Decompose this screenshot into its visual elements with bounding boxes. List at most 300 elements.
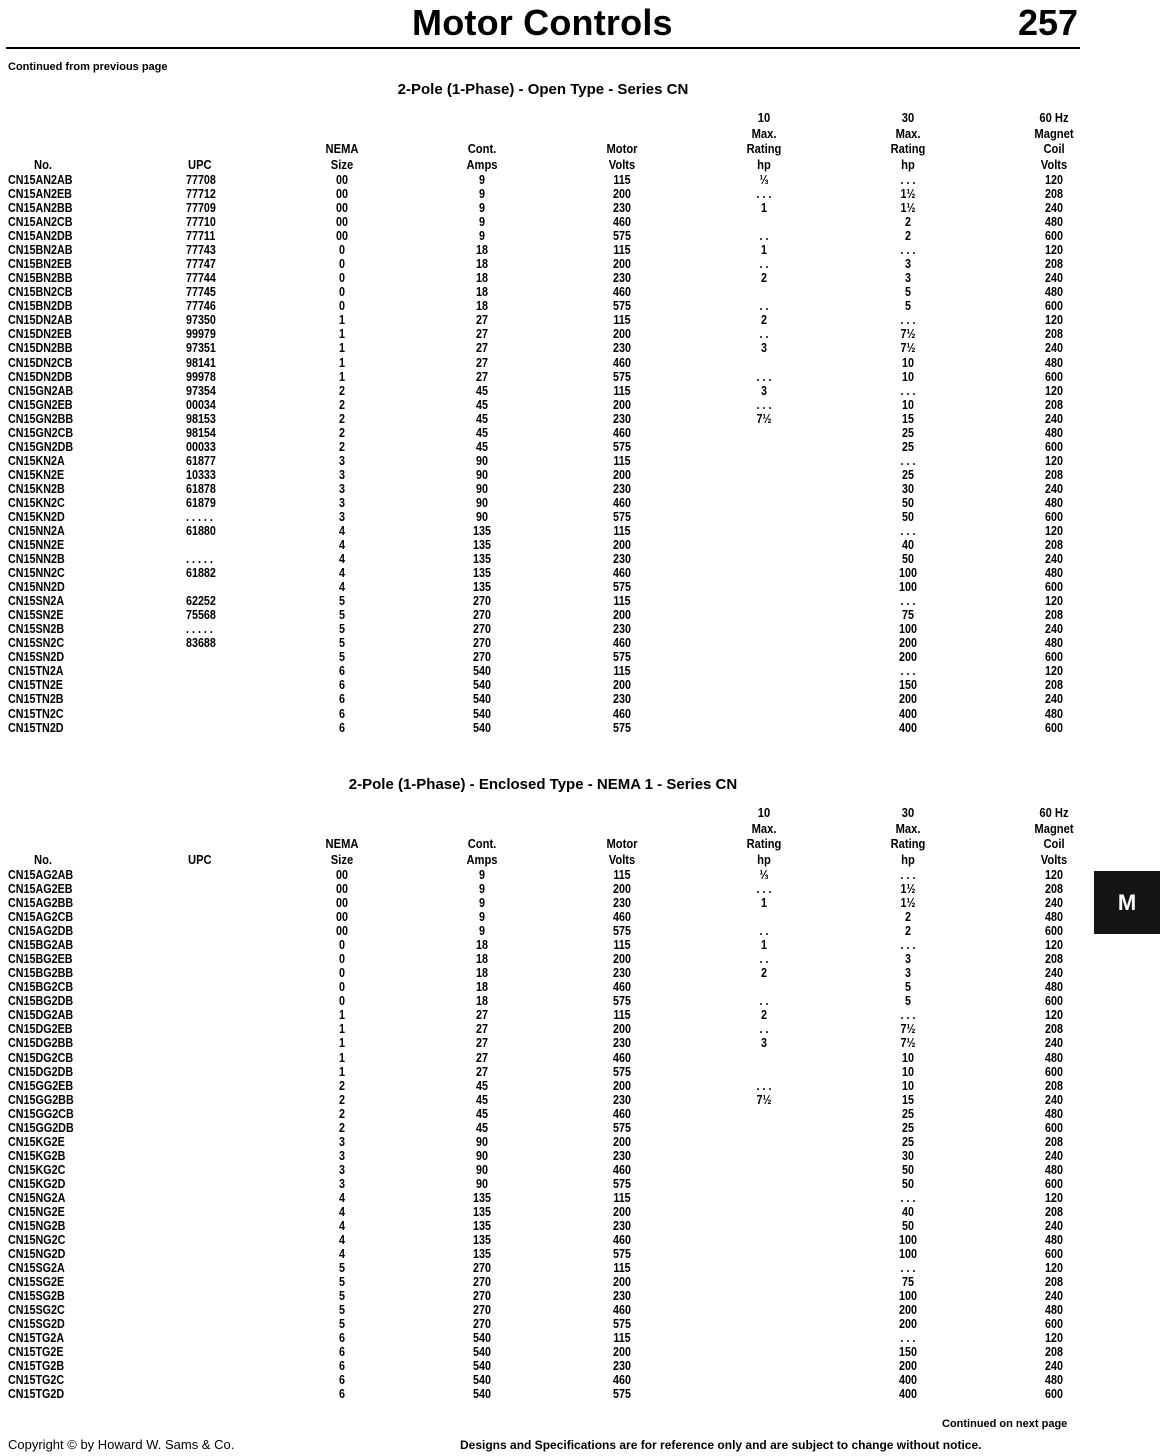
cell-cont-amps: 9	[479, 187, 485, 202]
cell-no: CN15AG2CB	[8, 910, 74, 925]
cell-nema-size: 1	[339, 1050, 345, 1065]
cell-no: CN15AN2AB	[8, 173, 73, 187]
cell-nema-size: 4	[339, 1219, 345, 1233]
cell-motor-volts: 115	[613, 1261, 631, 1276]
cell-rating-1ph-hp: 1	[761, 243, 767, 258]
cell-rating-1ph-hp: 2	[761, 271, 767, 286]
cell-coil-volts: 208	[1045, 678, 1063, 693]
cell-motor-volts: 230	[613, 1359, 631, 1374]
cell-rating-3ph-hp: 7½	[900, 1036, 916, 1051]
cell-no: CN15KG2B	[8, 1148, 66, 1163]
cell-upc: 77745	[186, 285, 216, 300]
cell-cont-amps: 90	[476, 495, 488, 510]
cell-cont-amps: 90	[476, 509, 488, 524]
cell-nema-size: 3	[339, 1134, 345, 1149]
column-header-rating-3ph-hp: Rating	[890, 141, 926, 156]
cell-motor-volts: 115	[613, 173, 631, 187]
cell-nema-size: 00	[336, 882, 348, 897]
cell-rating-1ph-hp: . .	[759, 327, 769, 342]
cell-nema-size: 5	[339, 1275, 345, 1290]
cell-cont-amps: 9	[479, 229, 485, 244]
cell-rating-1ph-hp: . . .	[756, 369, 772, 384]
cell-upc: 97350	[186, 313, 216, 328]
cell-upc: 98154	[186, 425, 216, 440]
cell-motor-volts: 115	[613, 1331, 631, 1346]
cell-rating-3ph-hp: 100	[899, 566, 917, 581]
cell-motor-volts: 230	[613, 1219, 631, 1233]
cell-nema-size: 4	[339, 566, 345, 581]
cell-cont-amps: 27	[476, 341, 488, 356]
cell-cont-amps: 270	[473, 608, 491, 623]
cell-motor-volts: 115	[613, 243, 631, 258]
cell-rating-3ph-hp: 100	[899, 1247, 917, 1262]
cell-no: CN15DN2CB	[8, 355, 73, 370]
cell-cont-amps: 45	[476, 1120, 488, 1135]
cell-nema-size: 3	[339, 481, 345, 496]
column-header-coil-volts: Volts	[1040, 156, 1068, 172]
cell-no: CN15AN2DB	[8, 229, 73, 244]
cell-rating-3ph-hp: 25	[902, 439, 914, 454]
column-header-rating-3ph-hp: 30	[901, 805, 915, 820]
cell-no: CN15DG2AB	[8, 1008, 74, 1023]
cell-rating-3ph-hp: 10	[902, 397, 914, 412]
cell-cont-amps: 45	[476, 425, 488, 440]
cell-cont-amps: 27	[476, 1022, 488, 1037]
cell-rating-3ph-hp: 10	[902, 355, 914, 370]
cell-coil-volts: 600	[1045, 369, 1063, 384]
cell-nema-size: 4	[339, 1204, 345, 1219]
column-header-coil-volts: Magnet	[1034, 820, 1074, 836]
cell-upc: 97354	[186, 383, 216, 398]
cell-upc: 61880	[186, 524, 216, 538]
column-header-rating-3ph-hp: Rating	[890, 836, 926, 851]
cell-coil-volts: 480	[1045, 566, 1063, 581]
cell-rating-1ph-hp: . .	[759, 924, 769, 939]
cell-coil-volts: 208	[1045, 327, 1063, 342]
cell-no: CN15DG2BB	[8, 1036, 74, 1051]
cell-nema-size: 3	[339, 1176, 345, 1191]
cell-upc: . . . . .	[186, 622, 213, 637]
cell-no: CN15GG2CB	[8, 1106, 74, 1121]
cell-no: CN15KG2D	[8, 1176, 66, 1191]
cell-no: CN15TG2D	[8, 1387, 65, 1402]
cell-upc: 61882	[186, 566, 216, 581]
cell-no: CN15NN2D	[8, 580, 65, 595]
cell-coil-volts: 480	[1045, 980, 1063, 995]
cell-no: CN15TG2A	[8, 1331, 65, 1346]
cell-no: CN15TN2A	[8, 664, 64, 679]
cell-coil-volts: 240	[1045, 341, 1063, 356]
cell-motor-volts: 460	[613, 1303, 631, 1318]
column-header-rating-3ph-hp: hp	[901, 851, 915, 867]
cell-cont-amps: 540	[473, 720, 491, 735]
cell-nema-size: 0	[339, 243, 345, 258]
side-tab-m: M	[1094, 871, 1160, 934]
cell-coil-volts: 600	[1045, 1317, 1063, 1332]
cell-coil-volts: 600	[1045, 580, 1063, 595]
cell-coil-volts: 240	[1045, 552, 1063, 567]
cell-no: CN15AN2CB	[8, 215, 73, 230]
cell-cont-amps: 9	[479, 910, 485, 925]
cell-no: CN15BN2CB	[8, 285, 73, 300]
cell-motor-volts: 230	[613, 271, 631, 286]
cell-cont-amps: 270	[473, 1261, 491, 1276]
cell-motor-volts: 115	[613, 313, 631, 328]
cell-rating-3ph-hp: 3	[905, 966, 911, 981]
cell-no: CN15AG2AB	[8, 868, 74, 882]
cell-rating-3ph-hp: 2	[905, 215, 911, 230]
cell-upc: . . . . .	[186, 509, 213, 524]
cell-coil-volts: 120	[1045, 1190, 1063, 1205]
cell-rating-3ph-hp: 400	[899, 706, 917, 721]
cell-motor-volts: 575	[613, 509, 631, 524]
cell-coil-volts: 600	[1045, 229, 1063, 244]
cell-motor-volts: 460	[613, 910, 631, 925]
cell-rating-3ph-hp: 5	[905, 994, 911, 1009]
cell-cont-amps: 540	[473, 1359, 491, 1374]
cell-rating-3ph-hp: 75	[902, 1275, 914, 1290]
cell-nema-size: 3	[339, 495, 345, 510]
cell-rating-1ph-hp: . . .	[756, 397, 772, 412]
cell-rating-1ph-hp: . .	[759, 952, 769, 967]
cell-coil-volts: 480	[1045, 495, 1063, 510]
cell-coil-volts: 480	[1045, 1050, 1063, 1065]
cell-motor-volts: 460	[613, 636, 631, 651]
cell-cont-amps: 9	[479, 896, 485, 911]
cell-coil-volts: 120	[1045, 1008, 1063, 1023]
cell-nema-size: 2	[339, 1078, 345, 1093]
cell-cont-amps: 18	[476, 257, 488, 272]
cell-cont-amps: 18	[476, 271, 488, 286]
cell-rating-3ph-hp: 100	[899, 1233, 917, 1248]
cell-rating-1ph-hp: 2	[761, 313, 767, 328]
cell-rating-1ph-hp: 1	[761, 938, 767, 953]
column-header-motor-volts: Motor	[606, 836, 638, 851]
cell-coil-volts: 240	[1045, 1092, 1063, 1107]
cell-no: CN15KN2D	[8, 509, 65, 524]
cell-coil-volts: 600	[1045, 1387, 1063, 1402]
column-header-rating-1ph-hp: 10	[757, 805, 771, 820]
cell-motor-volts: 460	[613, 1106, 631, 1121]
cell-cont-amps: 135	[473, 1233, 491, 1248]
cell-upc: 97351	[186, 341, 216, 356]
cell-motor-volts: 200	[613, 1022, 631, 1037]
cell-cont-amps: 540	[473, 692, 491, 707]
cell-rating-3ph-hp: . . .	[900, 1190, 916, 1205]
cell-nema-size: 1	[339, 1036, 345, 1051]
cell-cont-amps: 540	[473, 1331, 491, 1346]
cell-no: CN15NG2E	[8, 1204, 65, 1219]
cell-coil-volts: 480	[1045, 1162, 1063, 1177]
cell-rating-1ph-hp: . . .	[756, 1078, 772, 1093]
cell-motor-volts: 230	[613, 966, 631, 981]
cell-nema-size: 00	[336, 896, 348, 911]
cell-motor-volts: 200	[613, 1204, 631, 1219]
cell-upc: 98141	[186, 355, 216, 370]
cell-cont-amps: 540	[473, 678, 491, 693]
cell-rating-3ph-hp: 200	[899, 1317, 917, 1332]
cell-cont-amps: 45	[476, 439, 488, 454]
column-header-nema-size: Size	[330, 851, 354, 867]
cell-motor-volts: 115	[613, 1008, 631, 1023]
cell-rating-1ph-hp: ⅓	[759, 868, 769, 882]
cell-coil-volts: 480	[1045, 706, 1063, 721]
cell-nema-size: 2	[339, 1092, 345, 1107]
cell-rating-3ph-hp: 200	[899, 1303, 917, 1318]
cell-rating-3ph-hp: 100	[899, 1289, 917, 1304]
cell-nema-size: 6	[339, 678, 345, 693]
cell-coil-volts: 208	[1045, 1022, 1063, 1037]
cell-coil-volts: 120	[1045, 664, 1063, 679]
column-header-no: No.	[34, 851, 53, 867]
cell-rating-1ph-hp: 3	[761, 1036, 767, 1051]
cell-cont-amps: 45	[476, 1078, 488, 1093]
column-header-upc: UPC	[188, 156, 212, 172]
cell-upc: 99979	[186, 327, 216, 342]
cell-coil-volts: 120	[1045, 313, 1063, 328]
cell-no: CN15GG2DB	[8, 1120, 74, 1135]
cell-nema-size: 5	[339, 594, 345, 609]
cell-nema-size: 4	[339, 580, 345, 595]
cell-coil-volts: 600	[1045, 720, 1063, 735]
cell-no: CN15DG2CB	[8, 1050, 74, 1065]
cell-no: CN15NG2B	[8, 1219, 66, 1233]
cell-upc: 10333	[186, 467, 216, 482]
cell-rating-3ph-hp: 10	[902, 1050, 914, 1065]
cell-nema-size: 2	[339, 411, 345, 426]
cell-no: CN15SN2B	[8, 622, 65, 637]
cell-motor-volts: 575	[613, 924, 631, 939]
cell-coil-volts: 480	[1045, 910, 1063, 925]
cell-upc: 61879	[186, 495, 216, 510]
cell-cont-amps: 540	[473, 706, 491, 721]
cell-nema-size: 2	[339, 397, 345, 412]
column-header-no: No.	[34, 156, 53, 172]
cell-motor-volts: 230	[613, 411, 631, 426]
cell-motor-volts: 575	[613, 1120, 631, 1135]
cell-cont-amps: 18	[476, 966, 488, 981]
cell-nema-size: 6	[339, 720, 345, 735]
cell-no: CN15SN2A	[8, 594, 65, 609]
cell-nema-size: 00	[336, 187, 348, 202]
cell-cont-amps: 90	[476, 481, 488, 496]
cell-cont-amps: 270	[473, 1289, 491, 1304]
cell-no: CN15NN2B	[8, 552, 65, 567]
cell-motor-volts: 575	[613, 369, 631, 384]
cell-no: CN15NG2D	[8, 1247, 66, 1262]
cell-motor-volts: 200	[613, 187, 631, 202]
cell-rating-3ph-hp: 50	[902, 495, 914, 510]
cell-motor-volts: 115	[613, 664, 631, 679]
cell-nema-size: 0	[339, 952, 345, 967]
continued-from-note: Continued from previous page	[8, 61, 168, 73]
cell-motor-volts: 200	[613, 678, 631, 693]
cell-motor-volts: 230	[613, 552, 631, 567]
cell-no: CN15SG2E	[8, 1275, 65, 1290]
cell-rating-1ph-hp: . .	[759, 994, 769, 1009]
cell-no: CN15GG2EB	[8, 1078, 74, 1093]
continued-next-note: Continued on next page	[942, 1418, 1068, 1430]
cell-motor-volts: 230	[613, 201, 631, 216]
cell-rating-3ph-hp: . . .	[900, 868, 916, 882]
cell-rating-3ph-hp: 30	[902, 481, 914, 496]
cell-motor-volts: 460	[613, 495, 631, 510]
cell-motor-volts: 460	[613, 425, 631, 440]
cell-motor-volts: 575	[613, 229, 631, 244]
cell-motor-volts: 115	[613, 1190, 631, 1205]
cell-nema-size: 2	[339, 1120, 345, 1135]
cell-nema-size: 4	[339, 552, 345, 567]
cell-coil-volts: 240	[1045, 1289, 1063, 1304]
footer-copyright: Copyright © by Howard W. Sams & Co.	[8, 1437, 235, 1452]
cell-coil-volts: 600	[1045, 994, 1063, 1009]
cell-rating-3ph-hp: . . .	[900, 1261, 916, 1276]
column-header-cont-amps: Cont.	[467, 141, 497, 156]
cell-motor-volts: 575	[613, 299, 631, 314]
cell-no: CN15TN2B	[8, 692, 64, 707]
cell-rating-3ph-hp: 400	[899, 720, 917, 735]
cell-rating-3ph-hp: . . .	[900, 524, 916, 538]
cell-no: CN15BN2AB	[8, 243, 73, 258]
cell-rating-3ph-hp: 50	[902, 509, 914, 524]
cell-rating-1ph-hp: 7½	[756, 411, 772, 426]
cell-no: CN15TG2B	[8, 1359, 65, 1374]
cell-cont-amps: 270	[473, 650, 491, 665]
cell-upc: 83688	[186, 636, 216, 651]
column-header-rating-1ph-hp: hp	[757, 851, 771, 867]
cell-coil-volts: 480	[1045, 1106, 1063, 1121]
cell-rating-3ph-hp: 15	[902, 411, 914, 426]
cell-nema-size: 0	[339, 285, 345, 300]
cell-rating-3ph-hp: 200	[899, 636, 917, 651]
cell-rating-3ph-hp: 200	[899, 1359, 917, 1374]
cell-coil-volts: 600	[1045, 924, 1063, 939]
cell-no: CN15KG2E	[8, 1134, 65, 1149]
cell-coil-volts: 120	[1045, 1331, 1063, 1346]
cell-nema-size: 1	[339, 1008, 345, 1023]
section-title: 2-Pole (1-Phase) - Enclosed Type - NEMA 1 - Series CN	[348, 776, 738, 793]
cell-nema-size: 3	[339, 1162, 345, 1177]
cell-cont-amps: 27	[476, 1008, 488, 1023]
cell-cont-amps: 135	[473, 1204, 491, 1219]
cell-coil-volts: 240	[1045, 896, 1063, 911]
cell-rating-1ph-hp: ⅓	[759, 173, 769, 187]
cell-nema-size: 0	[339, 271, 345, 286]
cell-motor-volts: 460	[613, 566, 631, 581]
cell-nema-size: 00	[336, 924, 348, 939]
cell-upc: 98153	[186, 411, 216, 426]
cell-rating-3ph-hp: 10	[902, 1064, 914, 1079]
cell-coil-volts: 600	[1045, 1120, 1063, 1135]
cell-upc: 77708	[186, 173, 216, 187]
cell-motor-volts: 575	[613, 994, 631, 1009]
cell-no: CN15NN2C	[8, 566, 65, 581]
cell-motor-volts: 200	[613, 538, 631, 553]
cell-no: CN15SN2C	[8, 636, 65, 651]
cell-coil-volts: 240	[1045, 1036, 1063, 1051]
cell-nema-size: 00	[336, 201, 348, 216]
column-header-rating-1ph-hp: 10	[757, 110, 771, 125]
cell-rating-3ph-hp: 200	[899, 650, 917, 665]
cell-rating-3ph-hp: . . .	[900, 938, 916, 953]
cell-motor-volts: 115	[613, 868, 631, 882]
cell-no: CN15BG2CB	[8, 980, 74, 995]
cell-rating-3ph-hp: 150	[899, 1345, 917, 1360]
column-header-coil-volts: Coil	[1043, 836, 1065, 851]
cell-no: CN15SG2C	[8, 1303, 65, 1318]
cell-cont-amps: 9	[479, 173, 485, 187]
cell-no: CN15AG2EB	[8, 882, 73, 897]
cell-rating-3ph-hp: 100	[899, 622, 917, 637]
cell-no: CN15KN2B	[8, 481, 65, 496]
cell-cont-amps: 90	[476, 453, 488, 468]
cell-nema-size: 5	[339, 650, 345, 665]
cell-no: CN15KG2C	[8, 1162, 66, 1177]
cell-no: CN15DN2AB	[8, 313, 73, 328]
cell-rating-1ph-hp: 1	[761, 896, 767, 911]
cell-nema-size: 1	[339, 1022, 345, 1037]
column-header-rating-3ph-hp: hp	[901, 156, 915, 172]
cell-nema-size: 0	[339, 257, 345, 272]
cell-coil-volts: 120	[1045, 173, 1063, 187]
cell-no: CN15NG2C	[8, 1233, 66, 1248]
cell-nema-size: 00	[336, 173, 348, 187]
cell-motor-volts: 230	[613, 1092, 631, 1107]
cell-no: CN15KN2A	[8, 453, 65, 468]
cell-no: CN15GN2BB	[8, 411, 74, 426]
cell-coil-volts: 208	[1045, 1345, 1063, 1360]
cell-nema-size: 0	[339, 299, 345, 314]
cell-motor-volts: 230	[613, 1036, 631, 1051]
cell-no: CN15NN2E	[8, 538, 65, 553]
cell-coil-volts: 240	[1045, 481, 1063, 496]
cell-rating-1ph-hp: 2	[761, 1008, 767, 1023]
cell-motor-volts: 200	[613, 1134, 631, 1149]
cell-cont-amps: 540	[473, 1345, 491, 1360]
column-header-nema-size: NEMA	[325, 141, 359, 156]
cell-cont-amps: 45	[476, 383, 488, 398]
cell-rating-3ph-hp: 25	[902, 467, 914, 482]
cell-motor-volts: 460	[613, 1162, 631, 1177]
cell-coil-volts: 208	[1045, 467, 1063, 482]
cell-coil-volts: 240	[1045, 201, 1063, 216]
cell-no: CN15TG2E	[8, 1345, 64, 1360]
column-header-rating-3ph-hp: Max.	[895, 125, 921, 141]
cell-motor-volts: 460	[613, 1373, 631, 1388]
cell-coil-volts: 208	[1045, 397, 1063, 412]
cell-motor-volts: 200	[613, 327, 631, 342]
cell-nema-size: 3	[339, 467, 345, 482]
cell-nema-size: 1	[339, 341, 345, 356]
cell-no: CN15DN2DB	[8, 369, 73, 384]
cell-no: CN15NG2A	[8, 1190, 66, 1205]
cell-no: CN15BG2BB	[8, 966, 74, 981]
cell-nema-size: 6	[339, 664, 345, 679]
cell-upc: 77712	[186, 187, 216, 202]
cell-upc: 61878	[186, 481, 216, 496]
cell-no: CN15TN2E	[8, 678, 63, 693]
cell-rating-3ph-hp: 40	[902, 538, 914, 553]
cell-cont-amps: 90	[476, 1162, 488, 1177]
cell-cont-amps: 27	[476, 369, 488, 384]
cell-no: CN15SN2D	[8, 650, 65, 665]
cell-nema-size: 00	[336, 229, 348, 244]
cell-motor-volts: 460	[613, 1233, 631, 1248]
column-header-nema-size: NEMA	[325, 836, 359, 851]
cell-upc: 75568	[186, 608, 216, 623]
cell-nema-size: 6	[339, 692, 345, 707]
cell-coil-volts: 208	[1045, 1204, 1063, 1219]
